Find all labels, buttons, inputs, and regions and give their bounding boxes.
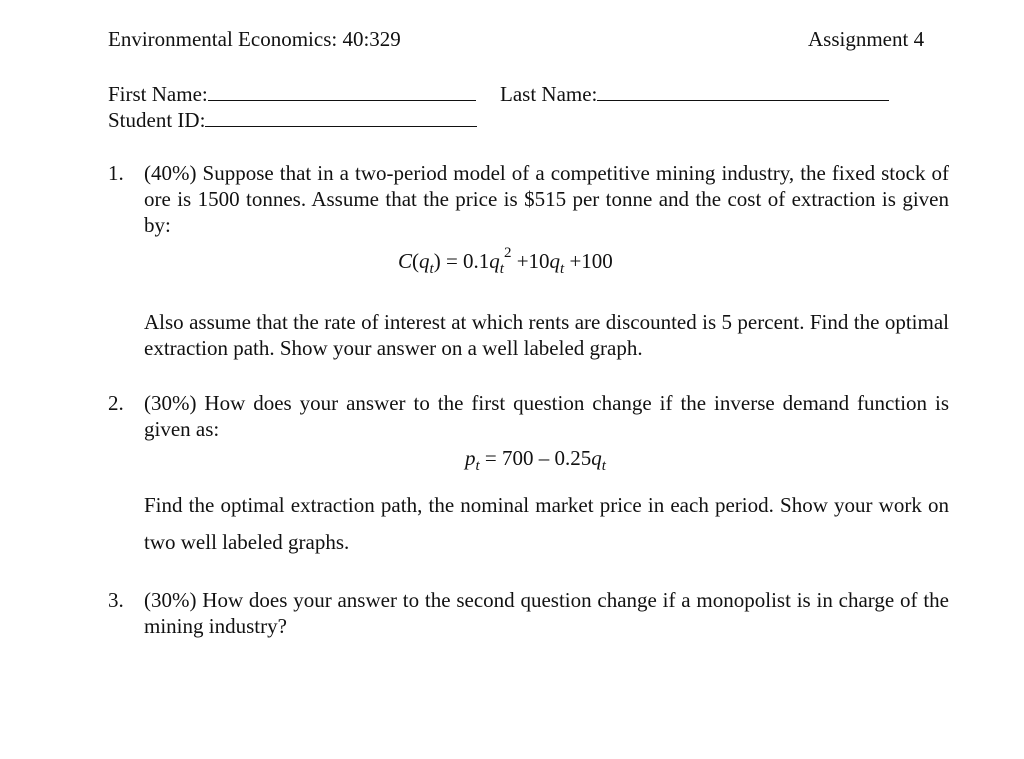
assignment-title: Assignment 4 <box>808 27 925 51</box>
question-1-number: 1. <box>108 161 124 185</box>
first-name-field[interactable] <box>208 80 476 101</box>
cost-sub-3: t <box>560 261 565 277</box>
demand-lhs: p <box>465 446 476 470</box>
first-name-label: First Name: <box>108 82 208 106</box>
cost-rhs-a: = 0.1 <box>445 249 490 273</box>
question-2-number: 2. <box>108 391 124 415</box>
question-2-followup: Find the optimal extraction path, the nominal market price in each period. Show your work on two well labeled graphs. <box>144 493 949 554</box>
course-title: Environmental Economics: 40:329 <box>108 27 401 51</box>
question-1-text: (40%) Suppose that in a two-period model of a competitive mining industry, the fixed stock of ore is 1500 tonnes. Assume that the price is $515 per tonne and the cost of extraction is given by: <box>144 161 949 237</box>
demand-var: q <box>591 446 602 470</box>
question-3-text: (30%) How does your answer to the second question change if a monopolist is in charge of the mining industry? <box>144 588 949 638</box>
last-name-field[interactable] <box>597 80 889 101</box>
cost-sub-1: t <box>429 261 434 277</box>
cost-var-3: q <box>549 249 561 273</box>
student-id-label: Student ID: <box>108 108 206 132</box>
last-name-label: Last Name: <box>500 82 598 106</box>
cost-sub-2: t <box>499 261 504 277</box>
question-2-text: (30%) How does your answer to the first question change if the inverse demand function is given as: <box>144 391 949 441</box>
demand-equation <box>465 445 606 474</box>
cost-rhs-b: +10 <box>516 249 550 273</box>
last-name-row <box>500 80 889 107</box>
first-name-row <box>108 80 476 107</box>
question-1-followup: Also assume that the rate of interest at which rents are discounted is 5 percent. Find the optimal extraction path. Show your answer on a well labeled graph. <box>144 310 949 360</box>
cost-var-1: q <box>419 249 430 273</box>
cost-fn-symbol: C <box>398 249 413 273</box>
cost-var-2: q <box>489 249 500 273</box>
student-id-field[interactable] <box>205 106 477 127</box>
cost-square: 2 <box>503 245 512 261</box>
cost-rhs-c: +100 <box>569 249 613 273</box>
demand-rhs: = 700 – 0.25 <box>484 446 592 470</box>
question-3-number: 3. <box>108 588 124 612</box>
cost-equation: $C(q_t) = 0.1q_t^2 +10q_t +100$ <box>398 245 613 277</box>
demand-sub-1: t <box>475 458 480 474</box>
demand-sub-2: t <box>601 458 606 474</box>
student-id-row <box>108 106 477 133</box>
